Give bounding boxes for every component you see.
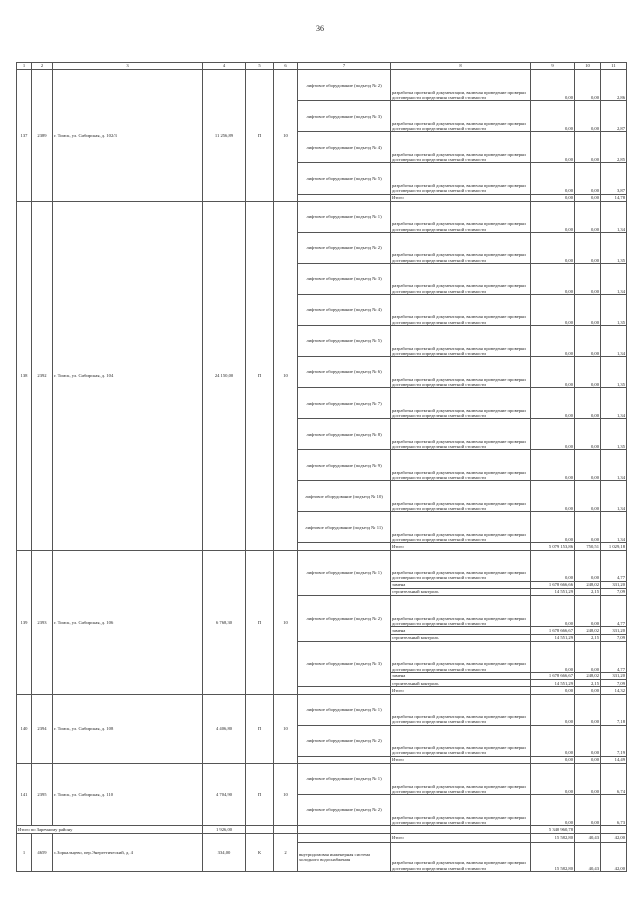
- elevator-text: лифтовое оборудование (подъезд №: [305, 493, 376, 499]
- item-elevator-cell: [298, 294, 391, 325]
- column-header-8: 8: [391, 63, 531, 70]
- work-system: внутридомовая инженерная система холодного водоснабжения: [298, 842, 391, 871]
- per-meter-value: 0,00: [575, 694, 601, 725]
- entrance-number: 1): [377, 776, 382, 782]
- work-description: разработка проектной документации, включая проведение проверки достоверности определения сметной стоимости: [391, 725, 531, 756]
- column-header-4: 4: [203, 63, 246, 70]
- total-cost: 0,00: [531, 194, 575, 201]
- item-elevator-cell: [298, 263, 391, 294]
- limit-value: 2,87: [601, 101, 627, 132]
- entrance-number: 1): [377, 214, 382, 220]
- elevator-text: лифтовое оборудование (подъезд №: [306, 400, 377, 406]
- house-area: 24 150,00: [203, 201, 246, 550]
- work-description: разработка проектной документации, включая проведение проверки достоверности определения сметной стоимости: [391, 132, 531, 163]
- item-elevator-cell: [298, 101, 391, 132]
- table-row: [17, 764, 627, 795]
- work-description: разработка проектной документации, включая проведение проверки достоверности определения сметной стоимости: [391, 294, 531, 325]
- item-elevator-cell: [298, 201, 391, 232]
- per-meter-value: 0,00: [575, 132, 601, 163]
- cost-value: 0,00: [531, 132, 575, 163]
- house-floors: 10: [274, 70, 298, 202]
- work-description: разработка проектной документации, включая проведение проверки достоверности определения сметной стоимости: [391, 388, 531, 419]
- per-meter-value: 0,00: [575, 512, 601, 543]
- per-meter-value: 0,00: [575, 641, 601, 672]
- limit-value: 1,34: [601, 450, 627, 481]
- total-cost: 15 582,80: [531, 834, 575, 842]
- district-area: 1 926,00: [203, 826, 246, 834]
- item-elevator-cell: [298, 70, 391, 101]
- house-code: 2389: [32, 70, 53, 202]
- work-description: разработка проектной документации, включая проведение проверки достоверности определения сметной стоимости: [391, 450, 531, 481]
- elevator-text: лифтовое оборудование (подъезд №: [306, 776, 377, 782]
- work-description: разработка проектной документации, включая проведение проверки достоверности определения сметной стоимости: [391, 795, 531, 826]
- house-address: г. Томск, ул. Сибирская, д. 102/3: [53, 70, 203, 202]
- work-description: замена: [391, 672, 531, 679]
- page-number: 36: [316, 24, 324, 33]
- house-category: П: [246, 550, 274, 694]
- item-elevator-cell: [298, 132, 391, 163]
- table-row: [17, 550, 627, 581]
- total-per-meter: 0,00: [575, 687, 601, 694]
- house-address: г. Томск, ул. Сибирская, д. 104: [53, 201, 203, 550]
- work-description: разработка проектной документации, включая проведение проверки достоверности определения сметной стоимости: [391, 842, 531, 871]
- limit-value: 1,35: [601, 294, 627, 325]
- district-total-row: [17, 826, 627, 834]
- limit-value: 6,73: [601, 795, 627, 826]
- house-floors: 10: [274, 201, 298, 550]
- house-code: 4659: [32, 834, 53, 872]
- per-meter-value: 0,00: [575, 294, 601, 325]
- table-row: [17, 70, 627, 101]
- elevator-text: лифтовое оборудование (подъезд №: [306, 369, 377, 375]
- per-meter-value: 0,00: [575, 263, 601, 294]
- per-meter-value: 248,02: [575, 627, 601, 634]
- house-floors: 2: [274, 834, 298, 872]
- column-header-9: 9: [531, 63, 575, 70]
- cost-value: 0,00: [531, 512, 575, 543]
- house-address: г. Томск, ул. Сибирская, д. 108: [53, 694, 203, 763]
- house-category: П: [246, 70, 274, 202]
- cost-value: 0,00: [531, 294, 575, 325]
- cost-value: 0,00: [531, 641, 575, 672]
- item-elevator-cell: [298, 232, 391, 263]
- work-description: разработка проектной документации, включая проведение проверки достоверности определения сметной стоимости: [391, 550, 531, 581]
- total-cost: 5 079 153,86: [531, 543, 575, 550]
- empty-cell: [298, 756, 391, 763]
- cost-value: 0,00: [531, 163, 575, 194]
- column-header-2: 2: [32, 63, 53, 70]
- column-header-3: 3: [53, 63, 203, 70]
- elevator-text: лифтовое оборудование (подъезд №: [306, 338, 377, 344]
- entrance-number: 2): [377, 82, 382, 88]
- entrance-number: 2): [377, 615, 382, 621]
- limit-value: 1,34: [601, 263, 627, 294]
- empty-cell: [246, 826, 274, 834]
- row-number: 138: [17, 201, 32, 550]
- row-number: 140: [17, 694, 32, 763]
- elevator-text: лифтовое оборудование (подъезд №: [306, 214, 377, 220]
- entrance-number: 3): [377, 661, 382, 667]
- work-description: замена: [391, 581, 531, 588]
- house-address: с.Зоркальцево, пер.Энергетический, д. 4: [53, 834, 203, 872]
- per-meter-value: 0,00: [575, 232, 601, 263]
- limit-value: 331,20: [601, 581, 627, 588]
- empty-cell: [601, 826, 627, 834]
- limit-value: 7,09: [601, 680, 627, 687]
- house-floors: 10: [274, 764, 298, 826]
- total-limit: 14,49: [601, 756, 627, 763]
- total-per-meter: 0,00: [575, 756, 601, 763]
- per-meter-value: 0,00: [575, 419, 601, 450]
- work-description: разработка проектной документации, включая проведение проверки достоверности определения сметной стоимости: [391, 419, 531, 450]
- entrance-number: 1): [377, 570, 382, 576]
- entrance-number: 7): [377, 400, 382, 406]
- per-meter-value: 2,15: [575, 680, 601, 687]
- item-elevator-cell: [298, 725, 391, 756]
- item-elevator-cell: [298, 326, 391, 357]
- work-description: разработка проектной документации, включая проведение проверки достоверности определения сметной стоимости: [391, 101, 531, 132]
- elevator-text: лифтовое оборудование (подъезд №: [306, 570, 377, 576]
- entrance-number: 9): [377, 462, 382, 468]
- per-meter-value: 0,00: [575, 481, 601, 512]
- entrance-number: 5): [377, 338, 382, 344]
- limit-value: 4,77: [601, 596, 627, 627]
- work-description: замена: [391, 627, 531, 634]
- empty-cell: [298, 687, 391, 694]
- elevator-text: лифтовое оборудование (подъезд №: [306, 738, 377, 744]
- work-description: строительный контроль: [391, 634, 531, 641]
- limit-value: 7,09: [601, 634, 627, 641]
- total-row: [17, 834, 627, 842]
- limit-value: 2,86: [601, 70, 627, 101]
- per-meter-value: 0,00: [575, 596, 601, 627]
- per-meter-value: 2,15: [575, 589, 601, 596]
- per-meter-value: 0,00: [575, 764, 601, 795]
- total-label: Итого: [391, 834, 531, 842]
- cost-value: 0,00: [531, 725, 575, 756]
- limit-value: 1,34: [601, 326, 627, 357]
- limit-value: 42,00: [601, 842, 627, 871]
- entrance-number: 6): [377, 369, 382, 375]
- entrance-number: 10): [376, 493, 383, 499]
- house-address: г. Томск, ул. Сибирская, д. 106: [53, 550, 203, 694]
- work-description: разработка проектной документации, включая проведение проверки достоверности определения сметной стоимости: [391, 357, 531, 388]
- item-elevator-cell: [298, 512, 391, 543]
- header-row: [17, 63, 627, 70]
- per-meter-value: 0,00: [575, 388, 601, 419]
- total-per-meter: 40,43: [575, 834, 601, 842]
- cost-value: 0,00: [531, 550, 575, 581]
- cost-value: 0,00: [531, 795, 575, 826]
- column-header-11: 11: [601, 63, 627, 70]
- work-description: разработка проектной документации, включая проведение проверки достоверности определения сметной стоимости: [391, 232, 531, 263]
- house-code: 2393: [32, 550, 53, 694]
- house-area: 4 704,90: [203, 764, 246, 826]
- per-meter-value: 0,00: [575, 70, 601, 101]
- limit-value: 331,20: [601, 627, 627, 634]
- item-elevator-cell: [298, 694, 391, 725]
- cost-value: 14 551,29: [531, 680, 575, 687]
- entrance-number: 11): [376, 524, 383, 530]
- work-description: строительный контроль: [391, 680, 531, 687]
- cost-value: 0,00: [531, 263, 575, 294]
- elevator-text: лифтовое оборудование (подъезд №: [306, 144, 377, 150]
- per-meter-value: 0,00: [575, 201, 601, 232]
- house-category: П: [246, 694, 274, 763]
- item-elevator-cell: [298, 641, 391, 687]
- entrance-number: 2): [377, 807, 382, 813]
- item-elevator-cell: [298, 388, 391, 419]
- house-address: г. Томск, ул. Сибирская, д. 110: [53, 764, 203, 826]
- total-cost: 0,00: [531, 756, 575, 763]
- entrance-number: 3): [377, 113, 382, 119]
- total-label: Итого: [391, 687, 531, 694]
- elevator-text: лифтовое оборудование (подъезд №: [306, 245, 377, 251]
- empty-cell: [298, 834, 391, 842]
- per-meter-value: 248,02: [575, 672, 601, 679]
- cost-value: 14 551,29: [531, 634, 575, 641]
- work-description: разработка проектной документации, включая проведение проверки достоверности определения сметной стоимости: [391, 764, 531, 795]
- row-number: 1: [17, 834, 32, 872]
- item-elevator-cell: [298, 357, 391, 388]
- elevator-text: лифтовое оборудование (подъезд №: [306, 431, 377, 437]
- item-elevator-cell: [298, 795, 391, 826]
- empty-cell: [274, 826, 298, 834]
- work-description: разработка проектной документации, включая проведение проверки достоверности определения сметной стоимости: [391, 596, 531, 627]
- limit-value: 1,34: [601, 388, 627, 419]
- item-elevator-cell: [298, 764, 391, 795]
- house-floors: 10: [274, 550, 298, 694]
- total-limit: 1 029,18: [601, 543, 627, 550]
- elevator-text: лифтовое оборудование (подъезд №: [306, 661, 377, 667]
- table-row: [17, 201, 627, 232]
- empty-cell: [298, 194, 391, 201]
- limit-value: 1,35: [601, 232, 627, 263]
- cost-value: 0,00: [531, 694, 575, 725]
- elevator-text: лифтовое оборудование (подъезд №: [306, 113, 377, 119]
- limit-value: 1,34: [601, 481, 627, 512]
- district-total-label: Итого по Заречному району: [17, 826, 203, 834]
- work-description: разработка проектной документации, включая проведение проверки достоверности определения сметной стоимости: [391, 201, 531, 232]
- elevator-text: лифтовое оборудование (подъезд №: [306, 707, 377, 713]
- row-number: 141: [17, 764, 32, 826]
- per-meter-value: 0,00: [575, 326, 601, 357]
- entrance-number: 2): [377, 738, 382, 744]
- house-category: К: [246, 834, 274, 872]
- total-per-meter: 0,00: [575, 194, 601, 201]
- total-limit: 42,00: [601, 834, 627, 842]
- elevator-text: лифтовое оборудование (подъезд №: [306, 615, 377, 621]
- house-area: 6 768,30: [203, 550, 246, 694]
- house-area: 4 406,80: [203, 694, 246, 763]
- item-elevator-cell: [298, 163, 391, 194]
- district-cost: 5 340 960,78: [531, 826, 575, 834]
- per-meter-value: 0,00: [575, 550, 601, 581]
- cost-value: 15 582,80: [531, 842, 575, 871]
- limit-value: 7,18: [601, 694, 627, 725]
- item-elevator-cell: [298, 596, 391, 642]
- cost-value: 0,00: [531, 357, 575, 388]
- work-description: разработка проектной документации, включая проведение проверки достоверности определения сметной стоимости: [391, 263, 531, 294]
- cost-value: 0,00: [531, 70, 575, 101]
- empty-cell: [575, 826, 601, 834]
- item-elevator-cell: [298, 550, 391, 596]
- limit-value: 1,34: [601, 201, 627, 232]
- column-header-6: 6: [274, 63, 298, 70]
- house-code: 2394: [32, 694, 53, 763]
- column-header-1: 1: [17, 63, 32, 70]
- house-area: 334,00: [203, 834, 246, 872]
- work-description: разработка проектной документации, включая проведение проверки достоверности определения сметной стоимости: [391, 163, 531, 194]
- repair-program-table: [16, 62, 627, 872]
- total-per-meter: 750,51: [575, 543, 601, 550]
- column-header-10: 10: [575, 63, 601, 70]
- elevator-text: лифтовое оборудование (подъезд №: [306, 807, 377, 813]
- limit-value: 7,19: [601, 725, 627, 756]
- per-meter-value: 0,00: [575, 357, 601, 388]
- entrance-number: 4): [377, 307, 382, 313]
- elevator-text: лифтовое оборудование (подъезд №: [306, 82, 377, 88]
- per-meter-value: 0,00: [575, 163, 601, 194]
- cost-value: 0,00: [531, 481, 575, 512]
- work-description: разработка проектной документации, включая проведение проверки достоверности определения сметной стоимости: [391, 694, 531, 725]
- house-category: П: [246, 201, 274, 550]
- work-description: разработка проектной документации, включая проведение проверки достоверности определения сметной стоимости: [391, 326, 531, 357]
- entrance-number: 8): [377, 431, 382, 437]
- elevator-text: лифтовое оборудование (подъезд №: [306, 462, 377, 468]
- total-limit: 14,78: [601, 194, 627, 201]
- entrance-number: 5): [377, 175, 382, 181]
- cost-value: 0,00: [531, 419, 575, 450]
- limit-value: 4,77: [601, 550, 627, 581]
- cost-value: 0,00: [531, 326, 575, 357]
- empty-cell: [298, 543, 391, 550]
- work-description: разработка проектной документации, включая проведение проверки достоверности определения сметной стоимости: [391, 641, 531, 672]
- cost-value: 0,00: [531, 764, 575, 795]
- work-description: строительный контроль: [391, 589, 531, 596]
- empty-cell: [391, 826, 531, 834]
- work-description: разработка проектной документации, включая проведение проверки достоверности определения сметной стоимости: [391, 70, 531, 101]
- cost-value: 14 551,29: [531, 589, 575, 596]
- limit-value: 331,20: [601, 672, 627, 679]
- limit-value: 1,35: [601, 357, 627, 388]
- limit-value: 7,09: [601, 589, 627, 596]
- per-meter-value: 248,02: [575, 581, 601, 588]
- per-meter-value: 40,43: [575, 842, 601, 871]
- per-meter-value: 0,00: [575, 725, 601, 756]
- total-label: Итого: [391, 756, 531, 763]
- column-header-5: 5: [246, 63, 274, 70]
- house-code: 2395: [32, 764, 53, 826]
- elevator-text: лифтовое оборудование (подъезд №: [306, 175, 377, 181]
- per-meter-value: 0,00: [575, 450, 601, 481]
- limit-value: 2,85: [601, 132, 627, 163]
- cost-value: 0,00: [531, 101, 575, 132]
- limit-value: 1,34: [601, 512, 627, 543]
- total-label: Итого: [391, 194, 531, 201]
- elevator-text: лифтовое оборудование (подъезд №: [306, 276, 377, 282]
- cost-value: 0,00: [531, 388, 575, 419]
- elevator-text: лифтовое оборудование (подъезд №: [306, 307, 377, 313]
- house-category: П: [246, 764, 274, 826]
- total-cost: 0,00: [531, 687, 575, 694]
- entrance-number: 2): [377, 245, 382, 251]
- cost-value: 0,00: [531, 596, 575, 627]
- cost-value: 1 678 666,67: [531, 627, 575, 634]
- entrance-number: 1): [377, 707, 382, 713]
- limit-value: 4,77: [601, 641, 627, 672]
- cost-value: 0,00: [531, 232, 575, 263]
- work-description: разработка проектной документации, включая проведение проверки достоверности определения сметной стоимости: [391, 481, 531, 512]
- house-floors: 10: [274, 694, 298, 763]
- per-meter-value: 2,15: [575, 634, 601, 641]
- per-meter-value: 0,00: [575, 101, 601, 132]
- work-description: разработка проектной документации, включая проведение проверки достоверности определения сметной стоимости: [391, 512, 531, 543]
- house-code: 2392: [32, 201, 53, 550]
- cost-value: 0,00: [531, 450, 575, 481]
- item-elevator-cell: [298, 481, 391, 512]
- item-elevator-cell: [298, 450, 391, 481]
- limit-value: 1,35: [601, 419, 627, 450]
- cost-value: 1 678 666,66: [531, 581, 575, 588]
- item-elevator-cell: [298, 419, 391, 450]
- column-header-7: 7: [298, 63, 391, 70]
- total-label: Итого: [391, 543, 531, 550]
- cost-value: 0,00: [531, 201, 575, 232]
- house-area: 11 256,89: [203, 70, 246, 202]
- limit-value: 6,74: [601, 764, 627, 795]
- limit-value: 3,87: [601, 163, 627, 194]
- per-meter-value: 0,00: [575, 795, 601, 826]
- row-number: 139: [17, 550, 32, 694]
- table-row: [17, 694, 627, 725]
- row-number: 137: [17, 70, 32, 202]
- total-limit: 14,32: [601, 687, 627, 694]
- cost-value: 1 678 666,67: [531, 672, 575, 679]
- elevator-text: лифтовое оборудование (подъезд №: [305, 524, 376, 530]
- empty-cell: [298, 826, 391, 834]
- entrance-number: 3): [377, 276, 382, 282]
- entrance-number: 4): [377, 144, 382, 150]
